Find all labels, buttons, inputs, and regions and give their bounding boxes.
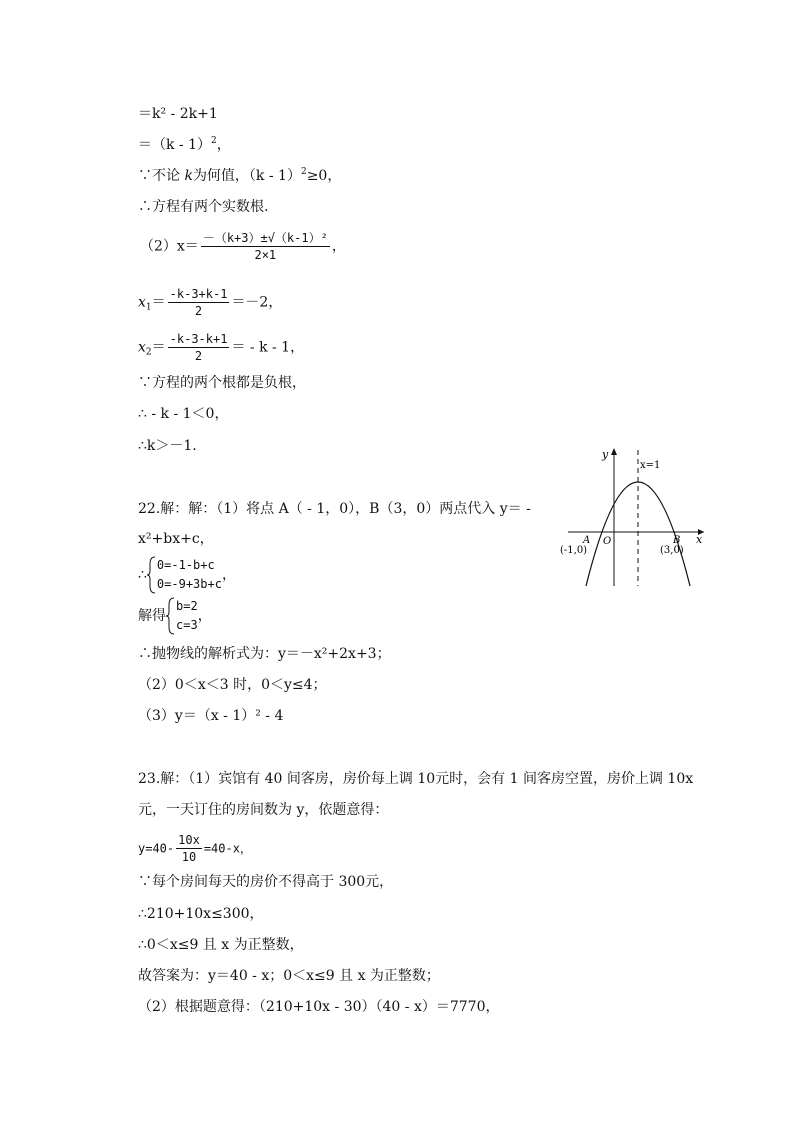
q23-line3 bbox=[138, 832, 252, 865]
q23-line4: ∵每个房间每天的房价不得高于 300元， bbox=[138, 874, 394, 890]
text: 解得 bbox=[138, 608, 166, 624]
origin-label: O bbox=[603, 536, 612, 547]
equation: 0=-9+3b+c bbox=[156, 577, 222, 591]
fraction bbox=[176, 832, 202, 865]
equation: c=3 bbox=[176, 618, 198, 632]
text: =40-x， bbox=[203, 841, 252, 856]
text: 为何值，（k - 1） bbox=[192, 168, 301, 184]
line-nonneg: ∵不论 k为何值，（k - 1）$^2$≥0， bbox=[138, 167, 342, 184]
q23-line1: 23.解：（1）宾馆有 40 间客房，房价每上调 10元时，会有 1 间客房空置，房价上调 10x bbox=[138, 771, 694, 787]
q22-line5: （3）y＝（x - 1）² - 4 bbox=[138, 708, 284, 724]
text: ， bbox=[221, 567, 236, 583]
denominator: 10 bbox=[181, 850, 197, 864]
line-neg-roots: ∵方程的两个根都是负根， bbox=[138, 375, 306, 391]
line-k-result: ∴k＞－1. bbox=[138, 438, 197, 454]
numerator: -k-3-k+1 bbox=[169, 332, 228, 346]
numerator: -k-3+k-1 bbox=[169, 287, 228, 301]
point-a-label: A bbox=[583, 535, 591, 546]
line-square: ＝（k - 1）$^2$， bbox=[138, 136, 231, 153]
q22-line2: x²+bx+c， bbox=[138, 531, 214, 547]
text: x bbox=[138, 339, 146, 356]
formula-x1: $x_1=$ $\frac{-k-3+k-1}{2}$ ＝－2， bbox=[138, 287, 283, 318]
point-b-coord: (3,0) bbox=[660, 545, 684, 556]
q23-line8: （2）根据题意得：（210+10x - 30）（40 - x）＝7770， bbox=[138, 999, 500, 1015]
equation-system bbox=[166, 597, 198, 635]
line-conclusion: ∴方程有两个实数根. bbox=[138, 199, 269, 215]
y-label: y bbox=[602, 448, 609, 461]
text: y=40- bbox=[138, 841, 175, 856]
formula-x2: $x_2=$ $\frac{-k-3-k+1}{2}$ ＝ - k - 1， bbox=[138, 332, 305, 363]
text: ＝－2， bbox=[231, 294, 283, 311]
q23-line6: ∴0＜x≤9 且 x 为正整数， bbox=[138, 937, 304, 953]
q23-line5: ∴210+10x≤300， bbox=[138, 906, 264, 922]
text: ， bbox=[197, 608, 212, 624]
text: ∵不论 bbox=[138, 168, 185, 184]
text: ， bbox=[331, 238, 346, 255]
q22-line4: （2）0＜x＜3 时，0＜y≤4； bbox=[138, 677, 327, 693]
text: x bbox=[138, 294, 146, 311]
q22-system2 bbox=[138, 597, 212, 635]
q23-line2: 元，一天订住的房间数为 y，依题意得： bbox=[138, 802, 389, 818]
denominator: 2 bbox=[194, 304, 203, 318]
numerator: 10x bbox=[178, 833, 200, 847]
q22-line1: 22.解：解：（1）将点 A（ - 1，0），B（3，0）两点代入 y＝ - bbox=[138, 501, 531, 517]
axis-label: x=1 bbox=[640, 460, 661, 471]
q23-line7: 故答案为：y＝40 - x；0＜x≤9 且 x 为正整数； bbox=[138, 968, 440, 984]
q22-system1 bbox=[138, 556, 236, 594]
text: （2）x＝ bbox=[140, 238, 199, 255]
point-b-label: B bbox=[673, 535, 681, 546]
denominator: 2 bbox=[194, 349, 203, 363]
point-a-coord: (-1,0) bbox=[560, 545, 588, 556]
text: ， bbox=[216, 137, 231, 153]
parabola-graph bbox=[556, 446, 706, 591]
fraction bbox=[168, 331, 230, 364]
q22-line3: ∴抛物线的解析式为：y＝－x²+2x+3； bbox=[138, 646, 391, 662]
y-axis-arrow bbox=[611, 448, 617, 455]
equation: b=2 bbox=[176, 599, 198, 613]
equation-system bbox=[147, 556, 222, 594]
equation: 0=-1-b+c bbox=[156, 558, 215, 572]
text: ≥0， bbox=[306, 168, 342, 184]
fraction bbox=[168, 286, 230, 319]
numerator: －（k+3）±√（k-1）² bbox=[202, 231, 328, 245]
x-label: x bbox=[696, 533, 703, 546]
formula-x bbox=[140, 230, 346, 263]
text: ∴ bbox=[138, 567, 147, 583]
denominator: 2×1 bbox=[254, 248, 277, 262]
text: ＝（k - 1） bbox=[138, 137, 212, 153]
text: ＝ - k - 1， bbox=[231, 339, 305, 356]
fraction bbox=[201, 230, 330, 263]
line-ineq: ∴ - k - 1＜0， bbox=[138, 406, 229, 422]
line-expand: ＝k² - 2k+1 bbox=[138, 106, 218, 122]
